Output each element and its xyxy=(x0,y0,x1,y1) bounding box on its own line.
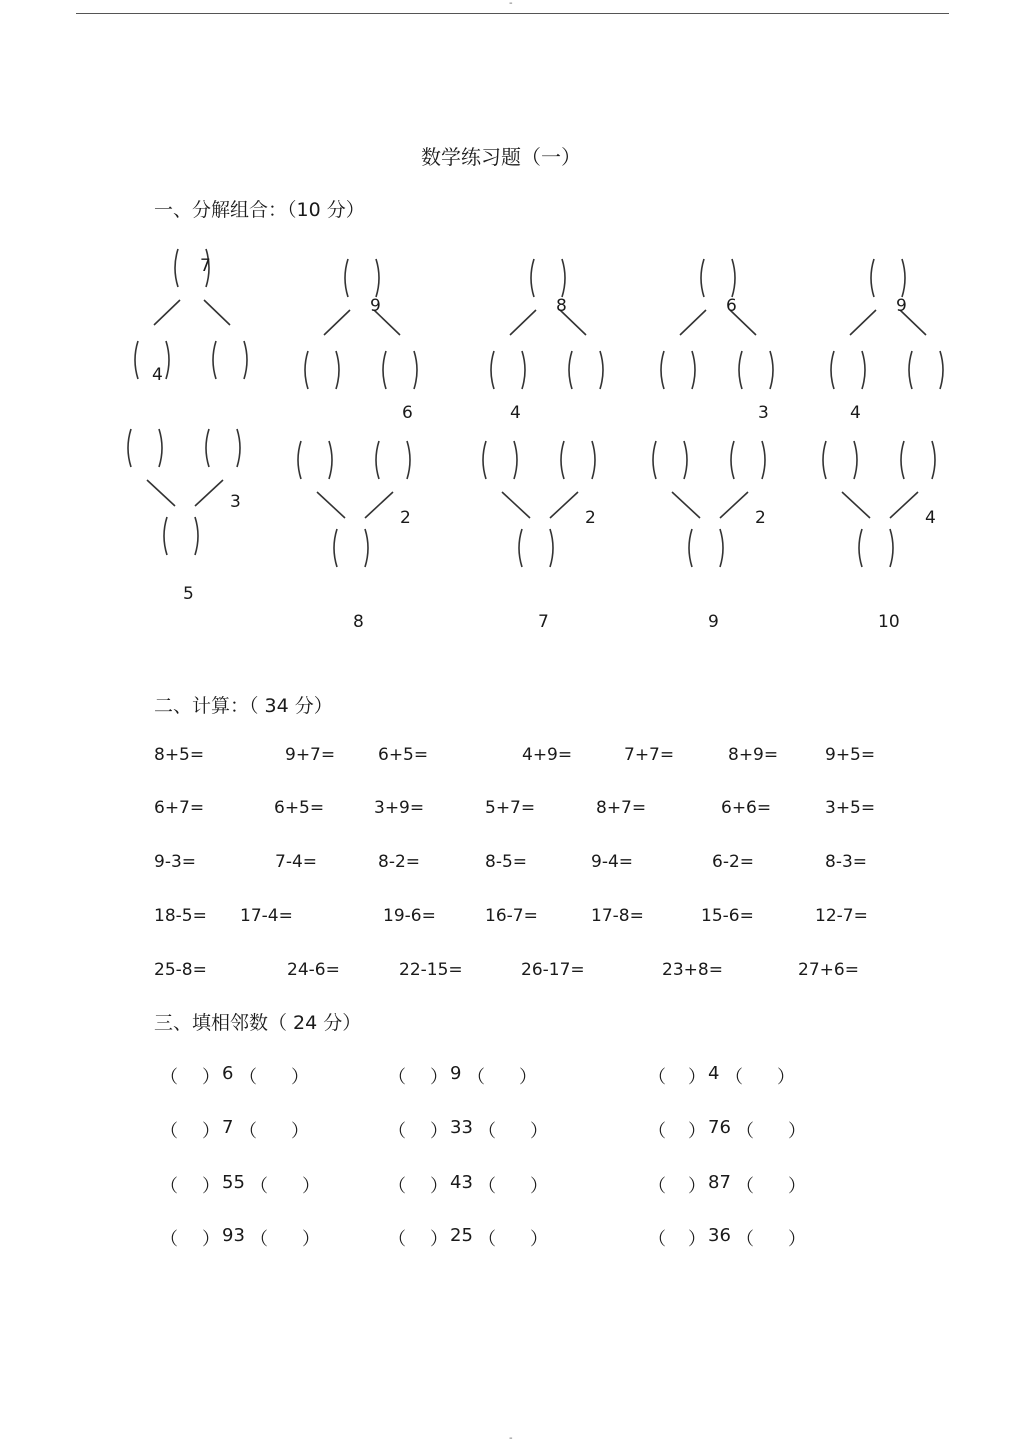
blank-open-paren: （ xyxy=(160,1067,178,1088)
bracket-right xyxy=(562,259,565,297)
blank-close-paren: ） xyxy=(519,1067,537,1088)
blank-close-paren: ） xyxy=(788,1121,806,1142)
blank-open-paren: （ xyxy=(160,1229,178,1250)
calc-problem: 9-3= xyxy=(154,852,197,872)
tree-left-number: 4 xyxy=(850,403,861,423)
blank-open-paren: （ xyxy=(478,1176,496,1197)
right-blank-box xyxy=(569,351,603,389)
header-mark: - xyxy=(509,0,513,9)
merge-line-left xyxy=(147,480,175,506)
calc-problem: 3+5= xyxy=(825,798,876,818)
given-number: 43 xyxy=(450,1172,473,1193)
bracket-right xyxy=(514,441,517,479)
merge-line-right xyxy=(550,492,578,518)
calc-problem: 22-15= xyxy=(399,960,463,980)
bracket-left xyxy=(909,351,912,389)
given-number: 9 xyxy=(450,1063,462,1084)
merge-line-right xyxy=(890,492,918,518)
bracket-right xyxy=(414,351,417,389)
bracket-left xyxy=(739,351,742,389)
tree-given-number: 4 xyxy=(925,508,936,528)
bracket-left xyxy=(376,441,379,479)
right-blank-box xyxy=(739,351,773,389)
blank-open-paren: （ xyxy=(250,1176,268,1197)
top-blank-box xyxy=(871,259,905,297)
blank-close-paren: ） xyxy=(430,1121,448,1142)
bracket-right xyxy=(770,351,773,389)
blank-open-paren: （ xyxy=(478,1229,496,1250)
tree-total-number: 9 xyxy=(370,296,381,316)
bracket-left xyxy=(383,351,386,389)
blank-open-paren: （ xyxy=(388,1176,406,1197)
blank-open-paren: （ xyxy=(388,1229,406,1250)
left-blank-box xyxy=(483,441,517,479)
top-blank-box xyxy=(345,259,379,297)
calc-problem: 18-5= xyxy=(154,906,207,926)
footer-mark: - xyxy=(509,1433,513,1444)
calc-problem: 6+6= xyxy=(721,798,772,818)
merge-line-right xyxy=(720,492,748,518)
bracket-left xyxy=(135,341,138,379)
left-blank-box xyxy=(298,441,332,479)
blank-close-paren: ） xyxy=(291,1067,309,1088)
bracket-right xyxy=(890,529,893,567)
bottom-blank-box xyxy=(859,529,893,567)
calc-problem: 7+7= xyxy=(624,745,675,765)
blank-open-paren: （ xyxy=(478,1121,496,1142)
bracket-right xyxy=(932,441,935,479)
right-blank-box xyxy=(383,351,417,389)
calc-problem: 7-4= xyxy=(275,852,318,872)
calc-problem: 8+7= xyxy=(596,798,647,818)
tree-left-number: 4 xyxy=(152,365,163,385)
blank-close-paren: ） xyxy=(430,1176,448,1197)
bracket-right xyxy=(237,429,240,467)
bracket-right xyxy=(365,529,368,567)
left-blank-box xyxy=(305,351,339,389)
right-blank-box xyxy=(909,351,943,389)
blank-close-paren: ） xyxy=(777,1067,795,1088)
blank-close-paren: ） xyxy=(688,1067,706,1088)
calc-problem: 26-17= xyxy=(521,960,585,980)
calc-problem: 6+5= xyxy=(274,798,325,818)
calc-problem: 9-4= xyxy=(591,852,634,872)
bracket-right xyxy=(407,441,410,479)
blank-open-paren: （ xyxy=(250,1229,268,1250)
tree-total-number: 8 xyxy=(556,296,567,316)
blank-close-paren: ） xyxy=(688,1229,706,1250)
bracket-left xyxy=(653,441,656,479)
blank-open-paren: （ xyxy=(736,1121,754,1142)
tree-total-number: 5 xyxy=(183,584,194,604)
bracket-left xyxy=(901,441,904,479)
blank-close-paren: ） xyxy=(788,1229,806,1250)
tree-given-number: 2 xyxy=(755,508,766,528)
bracket-right xyxy=(336,351,339,389)
given-number: 76 xyxy=(708,1117,731,1138)
left-blank-box xyxy=(653,441,687,479)
section2-heading: 二、计算：（ 34 分） xyxy=(154,695,333,717)
bracket-right xyxy=(166,341,169,379)
merge-line-right xyxy=(365,492,393,518)
merge-line-left xyxy=(842,492,870,518)
bracket-right xyxy=(732,259,735,297)
calc-problem: 24-6= xyxy=(287,960,340,980)
blank-close-paren: ） xyxy=(430,1067,448,1088)
blank-close-paren: ） xyxy=(788,1176,806,1197)
right-blank-box xyxy=(376,441,410,479)
calc-problem: 8-2= xyxy=(378,852,421,872)
branch-line-right xyxy=(204,300,230,325)
bottom-blank-box xyxy=(334,529,368,567)
branch-line-left xyxy=(850,310,876,335)
right-blank-box xyxy=(731,441,765,479)
tree-given-number: 2 xyxy=(400,508,411,528)
blank-close-paren: ） xyxy=(202,1121,220,1142)
bracket-right xyxy=(762,441,765,479)
bracket-right xyxy=(159,429,162,467)
tree-right-number: 3 xyxy=(758,403,769,423)
merge-line-left xyxy=(502,492,530,518)
bracket-right xyxy=(195,517,198,555)
tree-right-number: 6 xyxy=(402,403,413,423)
blank-close-paren: ） xyxy=(202,1229,220,1250)
tree-total-number: 8 xyxy=(353,612,364,632)
right-blank-box xyxy=(901,441,935,479)
blank-open-paren: （ xyxy=(725,1067,743,1088)
blank-close-paren: ） xyxy=(302,1229,320,1250)
bracket-left xyxy=(519,529,522,567)
calc-problem: 5+7= xyxy=(485,798,536,818)
calc-problem: 8-3= xyxy=(825,852,868,872)
page-title: 数学练习题（一） xyxy=(421,145,581,169)
top-blank-box xyxy=(531,259,565,297)
bracket-left xyxy=(561,441,564,479)
calc-problem: 6-2= xyxy=(712,852,755,872)
calc-problem: 8-5= xyxy=(485,852,528,872)
calc-problem: 8+5= xyxy=(154,745,205,765)
blank-close-paren: ） xyxy=(430,1229,448,1250)
branch-line-left xyxy=(510,310,536,335)
bracket-right xyxy=(550,529,553,567)
given-number: 6 xyxy=(222,1063,234,1084)
blank-open-paren: （ xyxy=(648,1121,666,1142)
bracket-right xyxy=(720,529,723,567)
blank-open-paren: （ xyxy=(239,1067,257,1088)
blank-open-paren: （ xyxy=(388,1121,406,1142)
bracket-right xyxy=(244,341,247,379)
given-number: 4 xyxy=(708,1063,720,1084)
blank-open-paren: （ xyxy=(467,1067,485,1088)
branch-line-left xyxy=(154,300,180,325)
blank-open-paren: （ xyxy=(648,1067,666,1088)
calc-problem: 12-7= xyxy=(815,906,868,926)
bracket-left xyxy=(298,441,301,479)
bracket-left xyxy=(483,441,486,479)
bracket-right xyxy=(854,441,857,479)
bracket-left xyxy=(164,517,167,555)
right-blank-box xyxy=(206,429,240,467)
given-number: 87 xyxy=(708,1172,731,1193)
bracket-right xyxy=(940,351,943,389)
blank-open-paren: （ xyxy=(388,1067,406,1088)
bracket-left xyxy=(213,341,216,379)
calc-problem: 17-4= xyxy=(240,906,293,926)
left-blank-box xyxy=(128,429,162,467)
bracket-left xyxy=(305,351,308,389)
calc-problem: 23+8= xyxy=(662,960,723,980)
given-number: 93 xyxy=(222,1225,245,1246)
tree-total-number: 6 xyxy=(726,296,737,316)
section1-heading: 一、分解组合：（10 分） xyxy=(154,199,365,221)
tree-total-number: 7 xyxy=(200,256,211,276)
tree-total-number: 9 xyxy=(708,612,719,632)
bracket-right xyxy=(592,441,595,479)
bracket-left xyxy=(491,351,494,389)
bottom-blank-box xyxy=(164,517,198,555)
section3-heading: 三、填相邻数（ 24 分） xyxy=(154,1012,362,1034)
bracket-left xyxy=(871,259,874,297)
bracket-right xyxy=(862,351,865,389)
bracket-left xyxy=(731,441,734,479)
left-blank-box xyxy=(491,351,525,389)
bracket-right xyxy=(902,259,905,297)
tree-given-number: 3 xyxy=(230,492,241,512)
given-number: 36 xyxy=(708,1225,731,1246)
decomposition-diagrams xyxy=(0,0,1024,700)
blank-open-paren: （ xyxy=(736,1229,754,1250)
bracket-left xyxy=(206,429,209,467)
bracket-left xyxy=(859,529,862,567)
calc-problem: 16-7= xyxy=(485,906,538,926)
tree-total-number: 7 xyxy=(538,612,549,632)
top-blank-box xyxy=(701,259,735,297)
blank-open-paren: （ xyxy=(648,1229,666,1250)
bracket-right xyxy=(376,259,379,297)
bracket-left xyxy=(345,259,348,297)
branch-line-left xyxy=(680,310,706,335)
blank-close-paren: ） xyxy=(688,1176,706,1197)
bracket-left xyxy=(661,351,664,389)
blank-open-paren: （ xyxy=(736,1176,754,1197)
calc-problem: 25-8= xyxy=(154,960,207,980)
bracket-left xyxy=(175,249,178,287)
merge-line-left xyxy=(317,492,345,518)
blank-close-paren: ） xyxy=(530,1229,548,1250)
tree-total-number: 9 xyxy=(896,296,907,316)
bracket-left xyxy=(831,351,834,389)
calc-problem: 19-6= xyxy=(383,906,436,926)
blank-close-paren: ） xyxy=(202,1176,220,1197)
right-blank-box xyxy=(561,441,595,479)
calc-problem: 6+5= xyxy=(378,745,429,765)
bracket-right xyxy=(522,351,525,389)
branch-line-left xyxy=(324,310,350,335)
bracket-left xyxy=(701,259,704,297)
bracket-left xyxy=(569,351,572,389)
given-number: 25 xyxy=(450,1225,473,1246)
bracket-left xyxy=(128,429,131,467)
merge-line-right xyxy=(195,480,223,506)
calc-problem: 17-8= xyxy=(591,906,644,926)
tree-left-number: 4 xyxy=(510,403,521,423)
calc-problem: 9+5= xyxy=(825,745,876,765)
bracket-left xyxy=(334,529,337,567)
calc-problem: 8+9= xyxy=(728,745,779,765)
bracket-right xyxy=(692,351,695,389)
calc-problem: 4+9= xyxy=(522,745,573,765)
tree-given-number: 2 xyxy=(585,508,596,528)
calc-problem: 9+7= xyxy=(285,745,336,765)
blank-open-paren: （ xyxy=(160,1121,178,1142)
tree-total-number: 10 xyxy=(878,612,900,632)
calc-problem: 3+9= xyxy=(374,798,425,818)
merge-line-left xyxy=(672,492,700,518)
blank-open-paren: （ xyxy=(239,1121,257,1142)
left-blank-box xyxy=(823,441,857,479)
calc-problem: 6+7= xyxy=(154,798,205,818)
blank-close-paren: ） xyxy=(530,1176,548,1197)
right-blank-box xyxy=(213,341,247,379)
bottom-blank-box xyxy=(519,529,553,567)
bracket-left xyxy=(689,529,692,567)
blank-close-paren: ） xyxy=(202,1067,220,1088)
blank-open-paren: （ xyxy=(160,1176,178,1197)
calc-problem: 27+6= xyxy=(798,960,859,980)
calc-problem: 15-6= xyxy=(701,906,754,926)
bracket-right xyxy=(329,441,332,479)
blank-close-paren: ） xyxy=(291,1121,309,1142)
given-number: 7 xyxy=(222,1117,234,1138)
given-number: 55 xyxy=(222,1172,245,1193)
given-number: 33 xyxy=(450,1117,473,1138)
bottom-blank-box xyxy=(689,529,723,567)
bracket-right xyxy=(684,441,687,479)
blank-close-paren: ） xyxy=(530,1121,548,1142)
left-blank-box xyxy=(831,351,865,389)
bracket-left xyxy=(823,441,826,479)
blank-close-paren: ） xyxy=(688,1121,706,1142)
bracket-right xyxy=(600,351,603,389)
bracket-left xyxy=(531,259,534,297)
left-blank-box xyxy=(661,351,695,389)
blank-close-paren: ） xyxy=(302,1176,320,1197)
blank-open-paren: （ xyxy=(648,1176,666,1197)
